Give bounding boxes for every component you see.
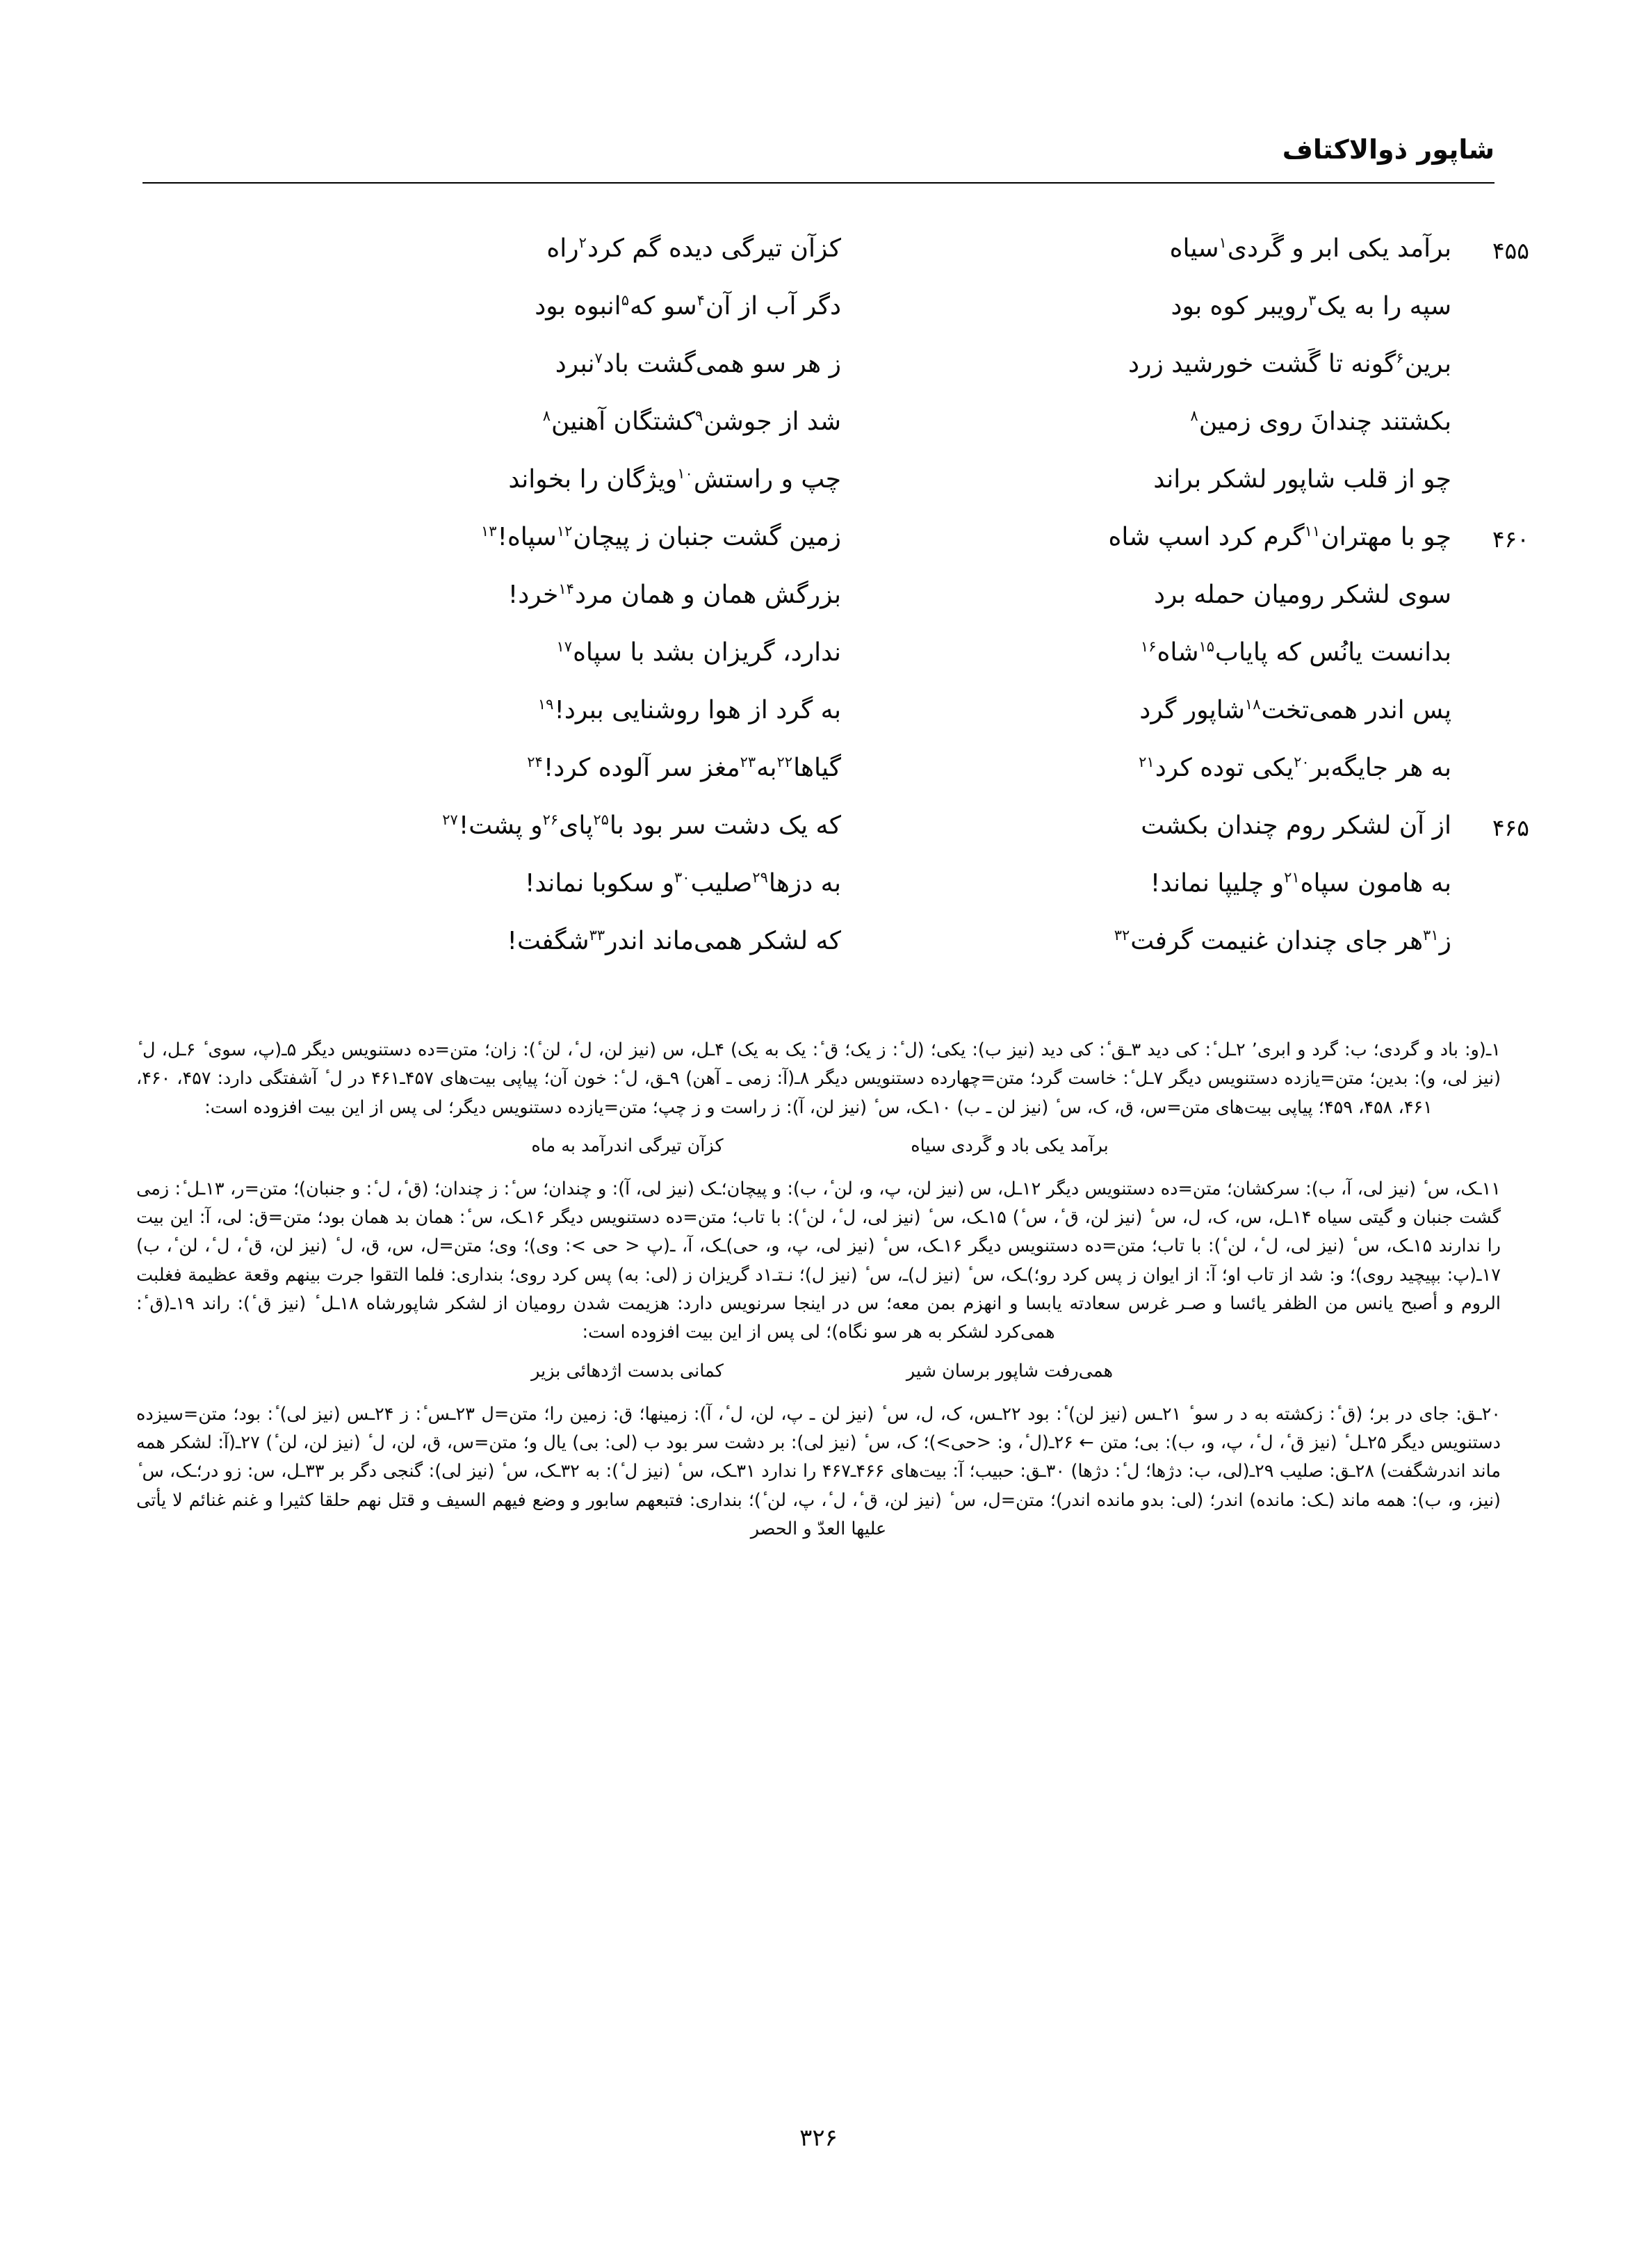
hemistich-text: گرم کرد اسپ شاه bbox=[1108, 523, 1305, 551]
hemistich-right bbox=[902, 518, 1451, 557]
hemistich-text: بزرگش همان و همان مرد bbox=[574, 581, 841, 609]
hemistich-right bbox=[902, 229, 1451, 268]
hemistich-text: چپ و راستش bbox=[693, 465, 841, 494]
hemistich-text: زمین گشت جنبان ز پیچان bbox=[573, 523, 841, 551]
hemistich-right bbox=[902, 691, 1451, 730]
hemistich-left bbox=[306, 691, 841, 730]
couplet bbox=[142, 922, 1495, 980]
hemistich-left bbox=[306, 345, 841, 384]
footnote-marker: ۲۴ bbox=[527, 754, 543, 770]
apparatus-inset-verse bbox=[136, 1132, 1501, 1164]
hemistich-left bbox=[306, 287, 841, 326]
hemistich-text: کزآن تیرگی دیده گم کرد bbox=[587, 234, 841, 263]
hemistich-text: دگر آب از آن bbox=[705, 292, 841, 321]
footnote-marker: ۱۱ bbox=[1304, 523, 1321, 540]
hemistich-text: به هامون سپاه bbox=[1300, 869, 1451, 898]
hemistich-text: بدانست یانُس که پایاب bbox=[1215, 638, 1451, 667]
hemistich-text: شگفت! bbox=[507, 927, 589, 955]
footnote-marker: ۱۷ bbox=[556, 638, 573, 655]
hemistich-right bbox=[902, 403, 1451, 442]
hemistich-text: سیاه bbox=[1169, 234, 1219, 263]
inset-hemistich-right: برآمد یکی باد و گَردی سیاه bbox=[911, 1135, 1109, 1156]
couplet bbox=[142, 633, 1495, 691]
critical-apparatus bbox=[136, 1036, 1501, 1544]
hemistich-text: شاه bbox=[1157, 638, 1199, 667]
hemistich-text: صلیب bbox=[690, 869, 753, 898]
hemistich-text: شاپور گرد bbox=[1139, 696, 1245, 724]
hemistich-text: کشتگان آهنین bbox=[551, 407, 695, 436]
hemistich-text: خرد! bbox=[507, 581, 559, 609]
apparatus-paragraph: ۱۱ـک، س ٔ (نیز لی، آ، ب): سرکشان؛ متن=ده دستنویس دیگر ۱۲ـل، س (نیز لن، پ، و، لن ٔ، ب): و پیچان؛ـک (نیز لی، آ): و چندان؛ س ٔ: ز چندان؛ (ق ٔ، ل ٔ: و جنبان)؛ متن=ر، ۱۳ـل ٔ: زمی گشت جنبان و گیتی سیاه ۱۴ـل، س، ک، ل، س ٔ (نیز لن، ق ٔ، س ٔ) ۱۵ـک، س ٔ (نیز لی، ل ٔ، لن ٔ): با تاب؛ متن=ده دستنویس دیگر ۱۶ـک، س ٔ: همان بد همان بود؛ متن=ق: لی، آ: این بیت را ندارند ۱۵ـک، س ٔ (نیز لی، ل ٔ، لن ٔ): با تاب؛ متن=ده دستنویس دیگر ۱۶ـک، س ٔ (نیز لی، پ، و، حی)ـک، آ، ـ(پ < حی >: وی)؛ وی؛ متن=ل، س، ق، ل ٔ (نیز لن، ق ٔ، ل ٔ، لن ٔ، ب) ۱۷ـ(پ: بپیچید روی)؛ و: شد از تاب او؛ آ: از ایوان ز پس کرد رو؛)ـک، س ٔ (نیز ل)ـ، س ٔ (نیز ل)؛ نـتـ۱د گریزان ز (لی: به) پس کرد روی؛ بنداری: فلما التقوا جرت بینهم وقعة عظیمة فغلبت الروم و أصبح یانس من الظفر یائسا و صـر غرس سعادته یابسا و انهزم بمن معه؛ س در اینجا سرنویس دارد: هزیمت شدن رومیان از لشکر شاپورشاه ۱۸ـل ٔ (نیز ق ٔ): راند ۱۹ـ(ق ٔ: همی‌کرد لشکر به هر سو نگاه)؛ لی پس از این بیت افزوده است: bbox=[136, 1178, 1501, 1343]
footnote-marker: ۸ bbox=[542, 407, 551, 424]
footnote-marker: ۸ bbox=[1190, 407, 1198, 424]
hemistich-text: و پشت! bbox=[458, 811, 543, 840]
hemistich-left bbox=[306, 460, 841, 499]
verse-number: ۴۶۰ bbox=[1492, 526, 1529, 553]
running-head-title: شاپور ذوالاکتاف bbox=[1282, 134, 1495, 165]
hemistich-text: و چلیپا نماند! bbox=[1150, 869, 1285, 898]
verse-number: ۴۵۵ bbox=[1492, 237, 1529, 264]
hemistich-text: به bbox=[756, 754, 777, 782]
footnote-marker: ۱۶ bbox=[1140, 638, 1157, 655]
hemistich-text: پس اندر همی‌تخت bbox=[1261, 696, 1451, 724]
verse-block bbox=[142, 229, 1529, 980]
hemistich-left bbox=[306, 576, 841, 615]
footnote-marker: ۱۰ bbox=[677, 465, 693, 482]
running-head bbox=[142, 136, 1495, 185]
footnote-marker: ۱۵ bbox=[1198, 638, 1215, 655]
footnote-marker: ۱۲ bbox=[556, 523, 573, 540]
hemistich-text: نبرد bbox=[555, 350, 595, 378]
hemistich-left bbox=[306, 864, 841, 903]
hemistich-text: به گرد از هوا روشنایی ببرد! bbox=[554, 696, 841, 724]
header-rule bbox=[142, 182, 1495, 184]
hemistich-text: ز هر سو همی‌گشت باد bbox=[603, 350, 841, 378]
apparatus-paragraph: ۱ـ(و: باد و گردی؛ ب: گرد و ابری٬ ۲ـل ٔ: کی دید ۳ـق ٔ: کی دید (نیز ب): یکی؛ (ل ٔ: ز یک؛ ق ٔ: یک به یک) ۴ـل، س (نیز لن، ل ٔ، لن ٔ): زان؛ متن=ده دستنویس دیگر ۵ـ(پ، سوی ٔ ۶ـل، ل ٔ (نیز لی، و): بدین؛ متن=یازده دستنویس دیگر ۷ـل ٔ: خاست گرد؛ متن=چهارده دستنویس دیگر ۸ـ(آ: زمی ـ آهن) ۹ـق، ل ٔ: خون آن؛ پیاپی بیت‌های ۴۵۷ـ۴۶۱ در ل ٔ آشفتگی دارد: ۴۵۷، ۴۶۰، ۴۶۱، ۴۵۸، ۴۵۹؛ پیاپی بیت‌های متن=س، ق، ک، س ٔ (نیز لن ـ ب) ۱۰ـک، س ٔ (نیز لن، آ): ز راست و ز چپ؛ متن=یازده دستنویس دیگر؛ لی پس از این بیت افزوده است: bbox=[136, 1039, 1501, 1118]
footnote-marker: ۲۹ bbox=[752, 869, 768, 886]
hemistich-text: که لشکر همی‌ماند اندر bbox=[605, 927, 841, 955]
footnote-marker: ۳۱ bbox=[1423, 927, 1439, 943]
couplet bbox=[142, 345, 1495, 403]
footnote-marker: ۲۵ bbox=[593, 811, 609, 828]
hemistich-text: راه bbox=[546, 234, 579, 263]
hemistich-text: چو از قلب شاپور لشکر براند bbox=[1153, 465, 1451, 494]
footnote-marker: ۲۲ bbox=[776, 754, 793, 770]
hemistich-text: انبوه بود bbox=[535, 292, 621, 321]
hemistich-text: رویبر کوه بود bbox=[1171, 292, 1309, 321]
footnote-marker: ۷ bbox=[594, 350, 603, 366]
hemistich-text: برآمد یکی ابر و گَردی bbox=[1227, 234, 1451, 263]
inset-hemistich-left: کمانی بدست اژدهائی بزیر bbox=[531, 1360, 724, 1382]
hemistich-left bbox=[306, 403, 841, 442]
footnote-marker: ۱۳ bbox=[480, 523, 497, 540]
hemistich-text: که یک دشت سر بود با bbox=[609, 811, 841, 840]
hemistich-text: برین bbox=[1404, 350, 1451, 378]
footnote-marker: ۱۸ bbox=[1244, 696, 1261, 713]
inset-hemistich-left: کزآن تیرگی اندرآمد به ماه bbox=[531, 1135, 724, 1156]
hemistich-text: سوی لشکر رومیان حمله برد bbox=[1153, 581, 1451, 609]
couplet bbox=[142, 864, 1495, 922]
hemistich-left bbox=[306, 633, 841, 672]
footnote-marker: ۶ bbox=[1396, 350, 1404, 366]
hemistich-right bbox=[902, 864, 1451, 903]
couplet bbox=[142, 229, 1529, 287]
footnote-marker: ۲۱ bbox=[1284, 869, 1300, 886]
hemistich-right bbox=[902, 576, 1451, 615]
footnote-marker: ۲۷ bbox=[442, 811, 458, 828]
hemistich-text: سپاه! bbox=[497, 523, 557, 551]
footnote-marker: ۴ bbox=[697, 292, 705, 309]
couplet bbox=[142, 749, 1495, 807]
couplet bbox=[142, 287, 1495, 345]
footnote-marker: ۱ bbox=[1219, 234, 1227, 251]
hemistich-right bbox=[902, 460, 1451, 499]
footnote-marker: ۹ bbox=[694, 407, 703, 424]
footnote-marker: ۵ bbox=[621, 292, 629, 309]
footnote-marker: ۲۶ bbox=[542, 811, 559, 828]
hemistich-text: پای bbox=[559, 811, 594, 840]
hemistich-text: از آن لشکر روم چندان بکشت bbox=[1141, 811, 1451, 840]
footnote-marker: ۱۹ bbox=[537, 696, 554, 713]
hemistich-left bbox=[306, 518, 841, 557]
hemistich-text: و سکوبا نماند! bbox=[524, 869, 675, 898]
footnote-marker: ۲ bbox=[578, 234, 587, 251]
hemistich-left bbox=[306, 922, 841, 961]
hemistich-right bbox=[902, 749, 1451, 788]
apparatus-inset-verse bbox=[136, 1357, 1501, 1389]
hemistich-left bbox=[306, 229, 841, 268]
couplet bbox=[142, 460, 1495, 518]
footnote-marker: ۱۴ bbox=[558, 581, 574, 597]
hemistich-text: هر جای چندان غنیمت گرفت bbox=[1130, 927, 1424, 955]
hemistich-right bbox=[902, 807, 1451, 845]
couplet bbox=[142, 807, 1529, 864]
verse-number: ۴۶۵ bbox=[1492, 814, 1529, 841]
hemistich-text: ز bbox=[1439, 927, 1451, 955]
hemistich-text: ویژگان را بخواند bbox=[508, 465, 678, 494]
footnote-marker: ۲۱ bbox=[1139, 754, 1155, 770]
hemistich-text: چو با مهتران bbox=[1321, 523, 1451, 551]
hemistich-right bbox=[902, 633, 1451, 672]
hemistich-text: ندارد، گریزان بشد با سپاه bbox=[573, 638, 841, 667]
footnote-marker: ۳۲ bbox=[1114, 927, 1130, 943]
hemistich-left bbox=[306, 807, 841, 845]
hemistich-right bbox=[902, 345, 1451, 384]
hemistich-text: سپه را به یک bbox=[1317, 292, 1451, 321]
hemistich-text: گیاها bbox=[793, 754, 841, 782]
footnote-marker: ۲۳ bbox=[740, 754, 756, 770]
hemistich-text: شد از جوشن bbox=[703, 407, 841, 436]
hemistich-left bbox=[306, 749, 841, 788]
footnote-marker: ۳۰ bbox=[674, 869, 690, 886]
hemistich-text: یکی توده کرد bbox=[1155, 754, 1294, 782]
couplet bbox=[142, 518, 1529, 576]
footnote-marker: ۳ bbox=[1308, 292, 1317, 309]
footnote-marker: ۳۳ bbox=[589, 927, 605, 943]
hemistich-text: بکشتند چندانَ روی زمین bbox=[1198, 407, 1451, 436]
hemistich-text: به دزها bbox=[768, 869, 841, 898]
hemistich-text: به هر جایگه‌بر bbox=[1310, 754, 1451, 782]
hemistich-right bbox=[902, 922, 1451, 961]
hemistich-text: سو که bbox=[629, 292, 697, 321]
footnote-marker: ۲۰ bbox=[1294, 754, 1310, 770]
couplet bbox=[142, 403, 1495, 460]
hemistich-text: گونه تا گَشت خورشید زرد bbox=[1128, 350, 1396, 378]
apparatus-paragraph: ۲۰ـق: جای در بر؛ (ق ٔ: زکشته به د ر سو ٔ ۲۱ـس (نیز لن) ٔ: بود ۲۲ـس، ک، ل، س ٔ (نیز لن ـ پ، لن، ل ٔ، آ): زمینها؛ ق: زمین را؛ متن=ل ۲۳ـس ٔ: ز ۲۴ـس (نیز لی) ٔ: بود؛ متن=سیزده دستنویس دیگر ۲۵ـل ٔ (نیز ق ٔ، ل ٔ، پ، و، ب): بی؛ متن ← ۲۶ـ(ل ٔ، و: <حی>)؛ ک، س ٔ (نیز لی): بر دشت سر بود ب (لی: بی) یال و؛ متن=س، ق، لن، ل ٔ (نیز لن، لن ٔ) ۲۷ـ(آ: لشکر همه ماند اندرشگفت) ۲۸ـق: صلیب ۲۹ـ(لی، ب: دژها؛ ل ٔ: دژها) ۳۰ـق: حبیب؛ آ: بیت‌های ۴۶۶ـ۴۶۷ را ندارد ۳۱ـک، س ٔ (نیز ل ٔ): به ۳۲ـک، س ٔ (نیز لی): گنجی دگر بر ۳۳ـل، س: زو در؛ـک، س ٔ (نیز، و، ب): همه ماند (ـک: مانده) اندر؛ (لی: بدو مانده اندر)؛ متن=ل، س ٔ (نیز لن، ق ٔ، ل ٔ، پ، لن ٔ)؛ بنداری: فتبعهم سابور و وضع فیهم السیف و قتل نهم حلقا کثیرا و غنم غنائم لا یأتی علیها العدّ و الحصر bbox=[136, 1403, 1501, 1539]
folio-page-number: ۳۲۶ bbox=[799, 2124, 838, 2152]
hemistich-text: مغز سر آلوده کرد! bbox=[543, 754, 740, 782]
couplet bbox=[142, 576, 1495, 633]
inset-hemistich-right: همی‌رفت شاپور برسان شیر bbox=[906, 1360, 1114, 1382]
couplet bbox=[142, 691, 1495, 749]
hemistich-right bbox=[902, 287, 1451, 326]
